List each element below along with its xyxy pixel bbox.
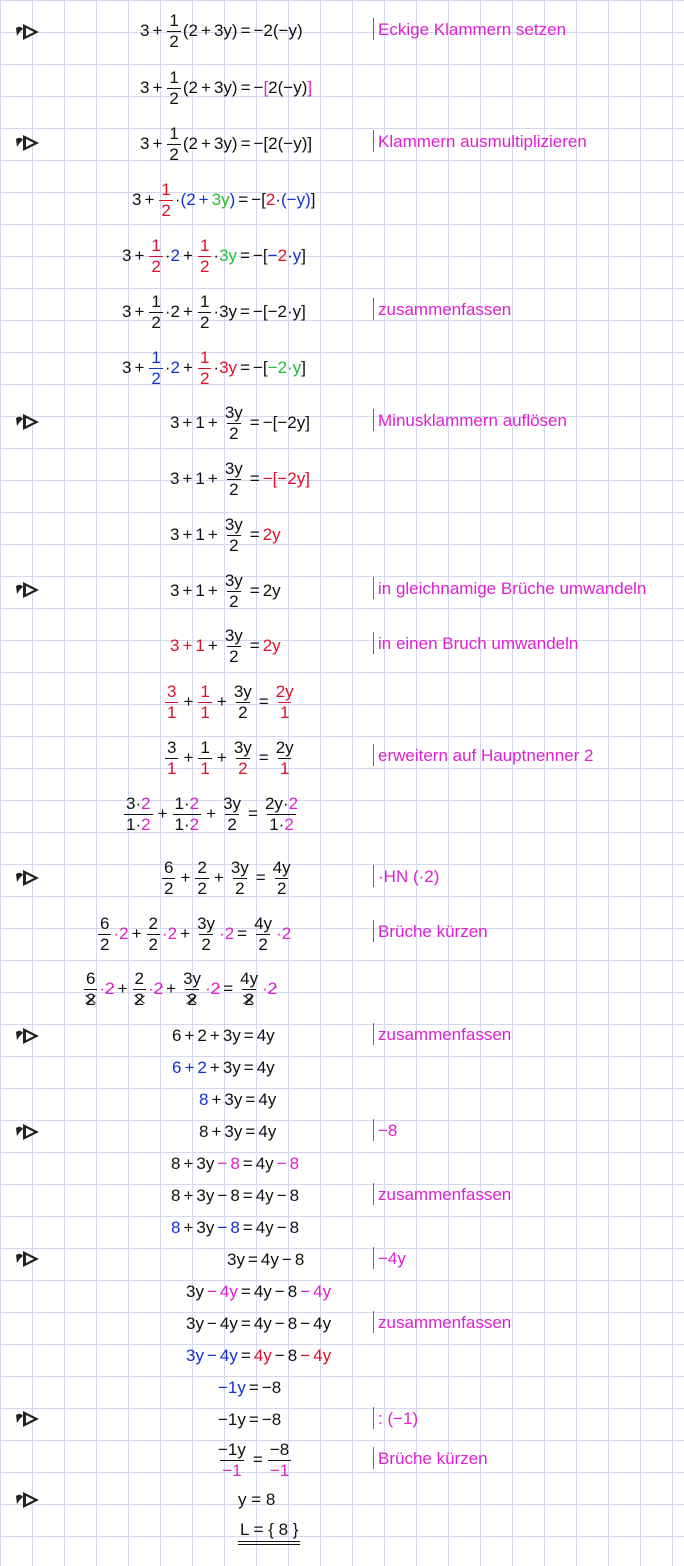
annotation: ·HN (·2) (378, 867, 440, 886)
equation: 3 + $\frac{1}{2}$ · 2 + $\frac{1}{2}$ · 3y = −[ −2·y ] (122, 347, 306, 388)
equation: 3y − 4y = 4y − 8 − 4y (186, 1346, 332, 1365)
evaluate-arrow-icon[interactable] (14, 412, 40, 432)
equation: 3 + $\frac{1}{2}$ (2 + 3y) = −[2(−y)] (140, 123, 313, 164)
equation: 8 + 3y = 4y (199, 1090, 277, 1109)
equation: −1y = −8 (218, 1410, 282, 1429)
equation: $\frac{-1y}{-1}$ = $\frac{-8}{-1}$ (218, 1439, 290, 1480)
equation: 3y − 4y = 4y − 8 − 4y (186, 1282, 332, 1301)
evaluate-arrow-icon[interactable] (14, 1026, 40, 1046)
annotation: Minusklammern auflösen (378, 411, 567, 430)
equation: 6 + 2 + 3y = 4y (172, 1058, 275, 1077)
annotation: : (−1) (378, 1409, 419, 1428)
evaluate-arrow-icon[interactable] (14, 868, 40, 888)
equation: 8 + 3y − 8 = 4y − 8 (171, 1154, 300, 1173)
equation: −1y = −8 (218, 1378, 282, 1397)
equation: $\frac{3\cdot 2}{1\cdot 2}$ + $\frac{1\cdot 2}{1\cdot 2}$ + $\frac{3y}{2}$ = $\frac{2y\cdot 2}{1\cdot 2}$ (126, 793, 299, 834)
evaluate-arrow-icon[interactable] (14, 1249, 40, 1269)
equation: 8 + 3y − 8 = 4y − 8 (171, 1186, 300, 1205)
annotation: in gleichnamige Brüche umwandeln (378, 579, 647, 598)
equation: 8 + 3y − 8 = 4y − 8 (171, 1218, 300, 1237)
equation: $\frac{3}{1}$ + $\frac{1}{1}$ + $\frac{3y}{2}$ = $\frac{2y}{1}$ (167, 737, 294, 778)
evaluate-arrow-icon[interactable] (14, 1409, 40, 1429)
equation: 3 + $\frac{1}{2}$ (2 + 3y) = −2(−y) (140, 10, 303, 51)
equation: 8 + 3y = 4y (199, 1122, 277, 1141)
annotation: erweitern auf Hauptnenner 2 (378, 746, 594, 765)
equation: $\frac{6}{2}$ + $\frac{2}{2}$ + $\frac{3y}{2}$ = $\frac{4y}{2}$ (164, 857, 291, 898)
annotation: −8 (378, 1121, 398, 1140)
annotation: Brüche kürzen (378, 1449, 488, 1468)
annotation: zusammenfassen (378, 1185, 512, 1204)
annotation: zusammenfassen (378, 1313, 512, 1332)
equation: $\frac{6}{2}$ ·2 + $\frac{2}{2}$ ·2 + $\frac{3y}{2}$ ·2 = $\frac{4y}{2}$ ·2 (100, 913, 292, 954)
annotation: Eckige Klammern setzen (378, 20, 567, 39)
equation: $\frac{3}{1}$ + $\frac{1}{1}$ + $\frac{3y}{2}$ = $\frac{2y}{1}$ (167, 681, 294, 722)
result: y = 8 (238, 1490, 276, 1509)
equation: 3 + 1 + $\frac{3y}{2}$ = −[−2y] (170, 402, 310, 443)
equation: 3 + $\frac{1}{2}$ · 2 + $\frac{1}{2}$ · 3y = −[ − 2 · y ] (122, 235, 306, 276)
equation: 3y − 4y = 4y − 8 − 4y (186, 1314, 332, 1333)
equation: 3 + 1 + $\frac{3y}{2}$ = 2y (170, 570, 281, 611)
annotation: in einen Bruch umwandeln (378, 634, 579, 653)
equation: $\frac{6}{2}$ ·2 + $\frac{2}{2}$ ·2 + $\frac{3y}{2}$ ·2 = $\frac{4y}{2}$ ·2 (86, 968, 278, 1009)
evaluate-arrow-icon[interactable] (14, 580, 40, 600)
annotation: Klammern ausmultiplizieren (378, 132, 587, 151)
evaluate-arrow-icon[interactable] (14, 22, 40, 42)
equation: 3 + $\frac{1}{2}$ ·2 + $\frac{1}{2}$ ·3y = −[−2·y] (122, 291, 306, 332)
equation: 6 + 2 + 3y = 4y (172, 1026, 275, 1045)
evaluate-arrow-icon[interactable] (14, 1490, 40, 1510)
equation: 3 + $\frac{1}{2}$ · (2 + 3y ) = −[ 2 · (−y) ] (132, 179, 316, 220)
equation: 3 + 1 + $\frac{3y}{2}$ = −[−2y] (170, 458, 310, 499)
annotation: −4y (378, 1249, 406, 1268)
annotation: zusammenfassen (378, 300, 512, 319)
evaluate-arrow-icon[interactable] (14, 1122, 40, 1142)
equation: 3y = 4y − 8 (227, 1250, 305, 1269)
equation: 3 + 1 + $\frac{3y}{2}$ = 2y (170, 625, 281, 666)
equation: 3 + 1 + $\frac{3y}{2}$ = 2y (170, 514, 281, 555)
solution-set: L = { 8 } (238, 1520, 300, 1545)
annotation: Brüche kürzen (378, 922, 488, 941)
evaluate-arrow-icon[interactable] (14, 133, 40, 153)
annotation: zusammenfassen (378, 1025, 512, 1044)
equation: 3 + $\frac{1}{2}$ (2 + 3y) = − [ 2(−y) ] (140, 67, 313, 108)
